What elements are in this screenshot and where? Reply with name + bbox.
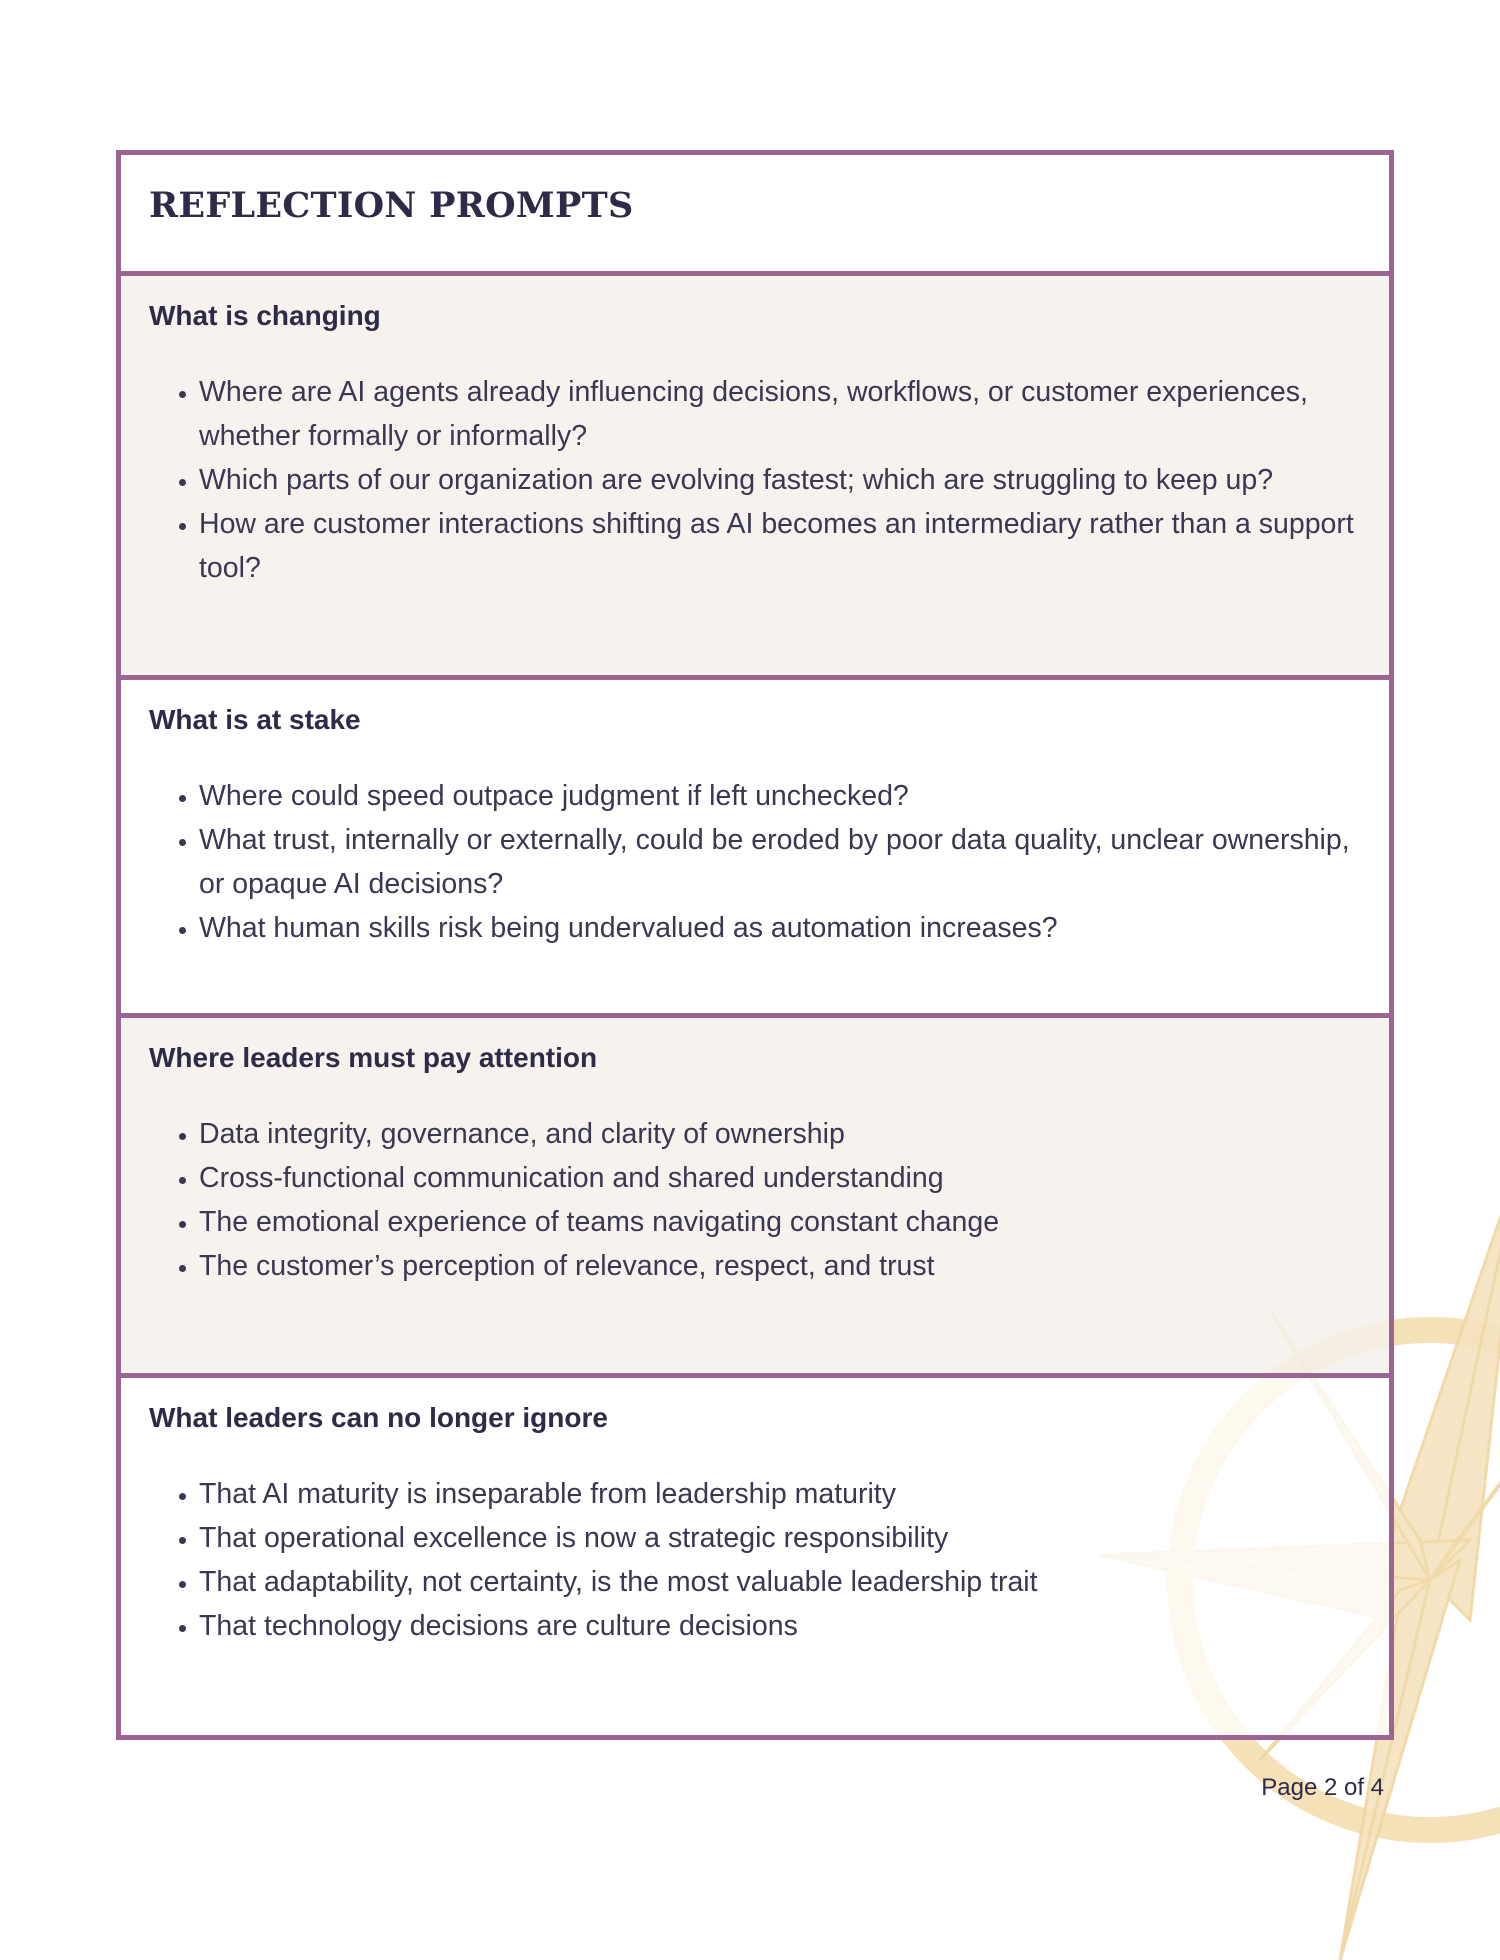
list-item: • Where could speed outpace judgment if left unchecked? (199, 774, 1361, 818)
page-number: Page 2 of 4 (1261, 1774, 1384, 1801)
bullet-list (149, 774, 1361, 950)
bullet-list (149, 370, 1361, 590)
list-item: • Where are AI agents already influencing decisions, workflows, or customer experiences, whether formally or informally? (199, 370, 1361, 458)
title-block (121, 155, 1389, 271)
list-item: • What trust, internally or externally, could be eroded by poor data quality, unclear ownership, or opaque AI decisions? (199, 818, 1361, 906)
list-item: • That technology decisions are culture decisions (199, 1604, 1361, 1648)
list-item: • Which parts of our organization are evolving fastest; which are struggling to keep up? (199, 458, 1361, 502)
reflection-prompts-box (116, 150, 1394, 1740)
list-item: • That adaptability, not certainty, is the most valuable leadership trait (199, 1560, 1361, 1604)
section-where-leaders-must-pay-attention (121, 1013, 1389, 1373)
section-what-is-changing (121, 271, 1389, 675)
bullet-list (149, 1112, 1361, 1288)
list-item: • That AI maturity is inseparable from leadership maturity (199, 1472, 1361, 1516)
list-item: • The emotional experience of teams navigating constant change (199, 1200, 1361, 1244)
section-what-is-at-stake (121, 675, 1389, 1013)
list-item: • What human skills risk being undervalued as automation increases? (199, 906, 1361, 950)
list-item: • Cross-functional communication and shared understanding (199, 1156, 1361, 1200)
list-item: • How are customer interactions shifting as AI becomes an intermediary rather than a support tool? (199, 502, 1361, 590)
list-item: • That operational excellence is now a strategic responsibility (199, 1516, 1361, 1560)
list-item: • The customer’s perception of relevance, respect, and trust (199, 1244, 1361, 1288)
section-heading: What is changing (149, 300, 381, 331)
section-heading: What leaders can no longer ignore (149, 1402, 608, 1433)
bullet-list (149, 1472, 1361, 1648)
list-item: • Data integrity, governance, and clarity of ownership (199, 1112, 1361, 1156)
page-title: REFLECTION PROMPTS (149, 185, 634, 226)
section-heading: What is at stake (149, 704, 361, 735)
section-heading: Where leaders must pay attention (149, 1042, 598, 1073)
section-what-leaders-can-no-longer-ignore (121, 1373, 1389, 1735)
